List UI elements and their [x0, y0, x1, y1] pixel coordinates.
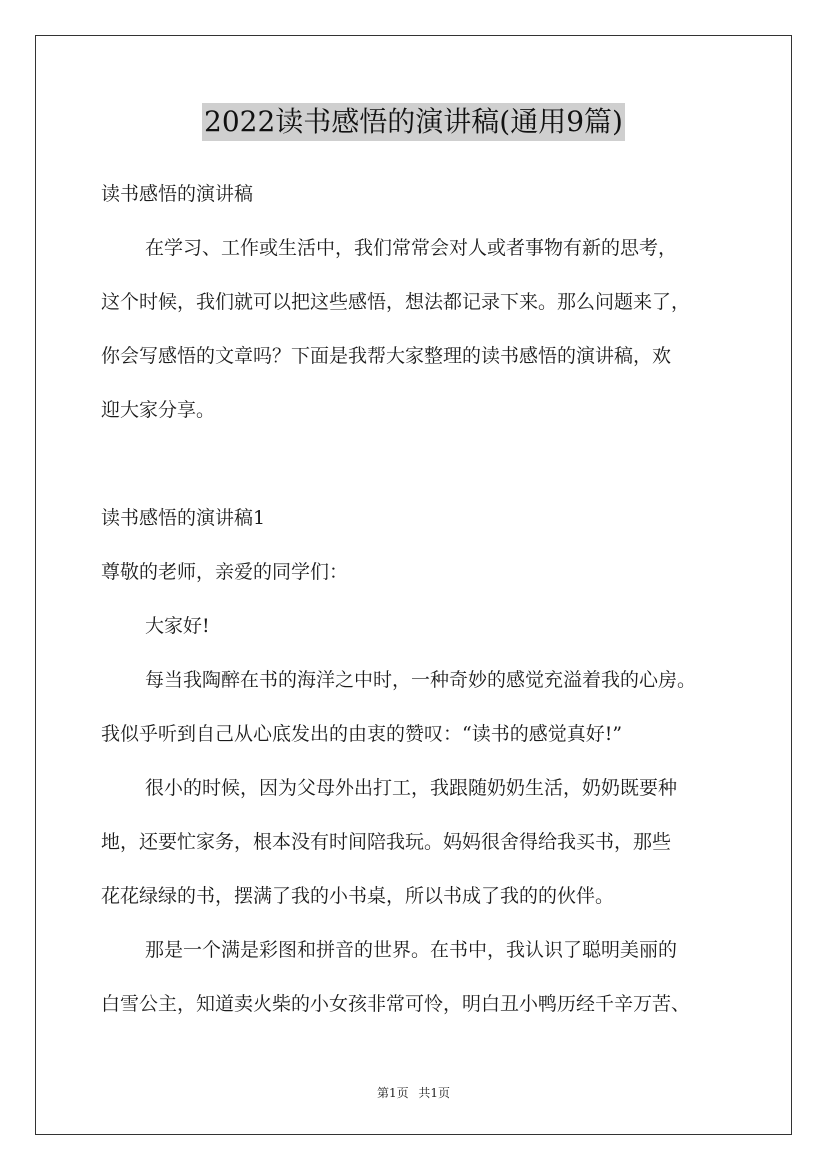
page-footer: [0, 1084, 827, 1101]
paragraph-line: 地，还要忙家务，根本没有时间陪我玩。妈妈很舍得给我买书，那些: [101, 831, 672, 853]
section-heading: 读书感悟的演讲稿: [101, 183, 254, 205]
paragraph-line: 那是一个满是彩图和拼音的世界。在书中，我认识了聪明美丽的: [145, 939, 678, 961]
section-heading: 读书感悟的演讲稿1: [101, 507, 266, 529]
greeting: 大家好!: [145, 615, 210, 637]
paragraph-line: 我似乎听到自己从心底发出的由衷的赞叹：“读书的感觉真好!”: [101, 723, 623, 745]
paragraph-line: 白雪公主，知道卖火柴的小女孩非常可怜，明白丑小鸭历经千辛万苦、: [101, 993, 691, 1015]
page-total: 共1页: [418, 1086, 451, 1100]
paragraph-line: 你会写感悟的文章吗？下面是我帮大家整理的读书感悟的演讲稿，欢: [101, 345, 672, 367]
document-title: 2022读书感悟的演讲稿(通用9篇): [202, 103, 625, 141]
paragraph-line: 很小的时候，因为父母外出打工，我跟随奶奶生活，奶奶既要种: [145, 777, 678, 799]
paragraph-line: 这个时候，我们就可以把这些感悟，想法都记录下来。那么问题来了，: [101, 291, 691, 313]
paragraph-line: 花花绿绿的书，摆满了我的小书桌，所以书成了我的的伙伴。: [101, 885, 615, 907]
paragraph-line: 在学习、工作或生活中，我们常常会对人或者事物有新的思考，: [145, 237, 678, 259]
paragraph-line: 迎大家分享。: [101, 399, 216, 421]
page-number: 第1页: [376, 1086, 409, 1100]
salutation: 尊敬的老师，亲爱的同学们：: [101, 561, 349, 583]
paragraph-line: 每当我陶醉在书的海洋之中时，一种奇妙的感觉充溢着我的心房。: [145, 669, 697, 691]
title-container: [0, 103, 827, 141]
